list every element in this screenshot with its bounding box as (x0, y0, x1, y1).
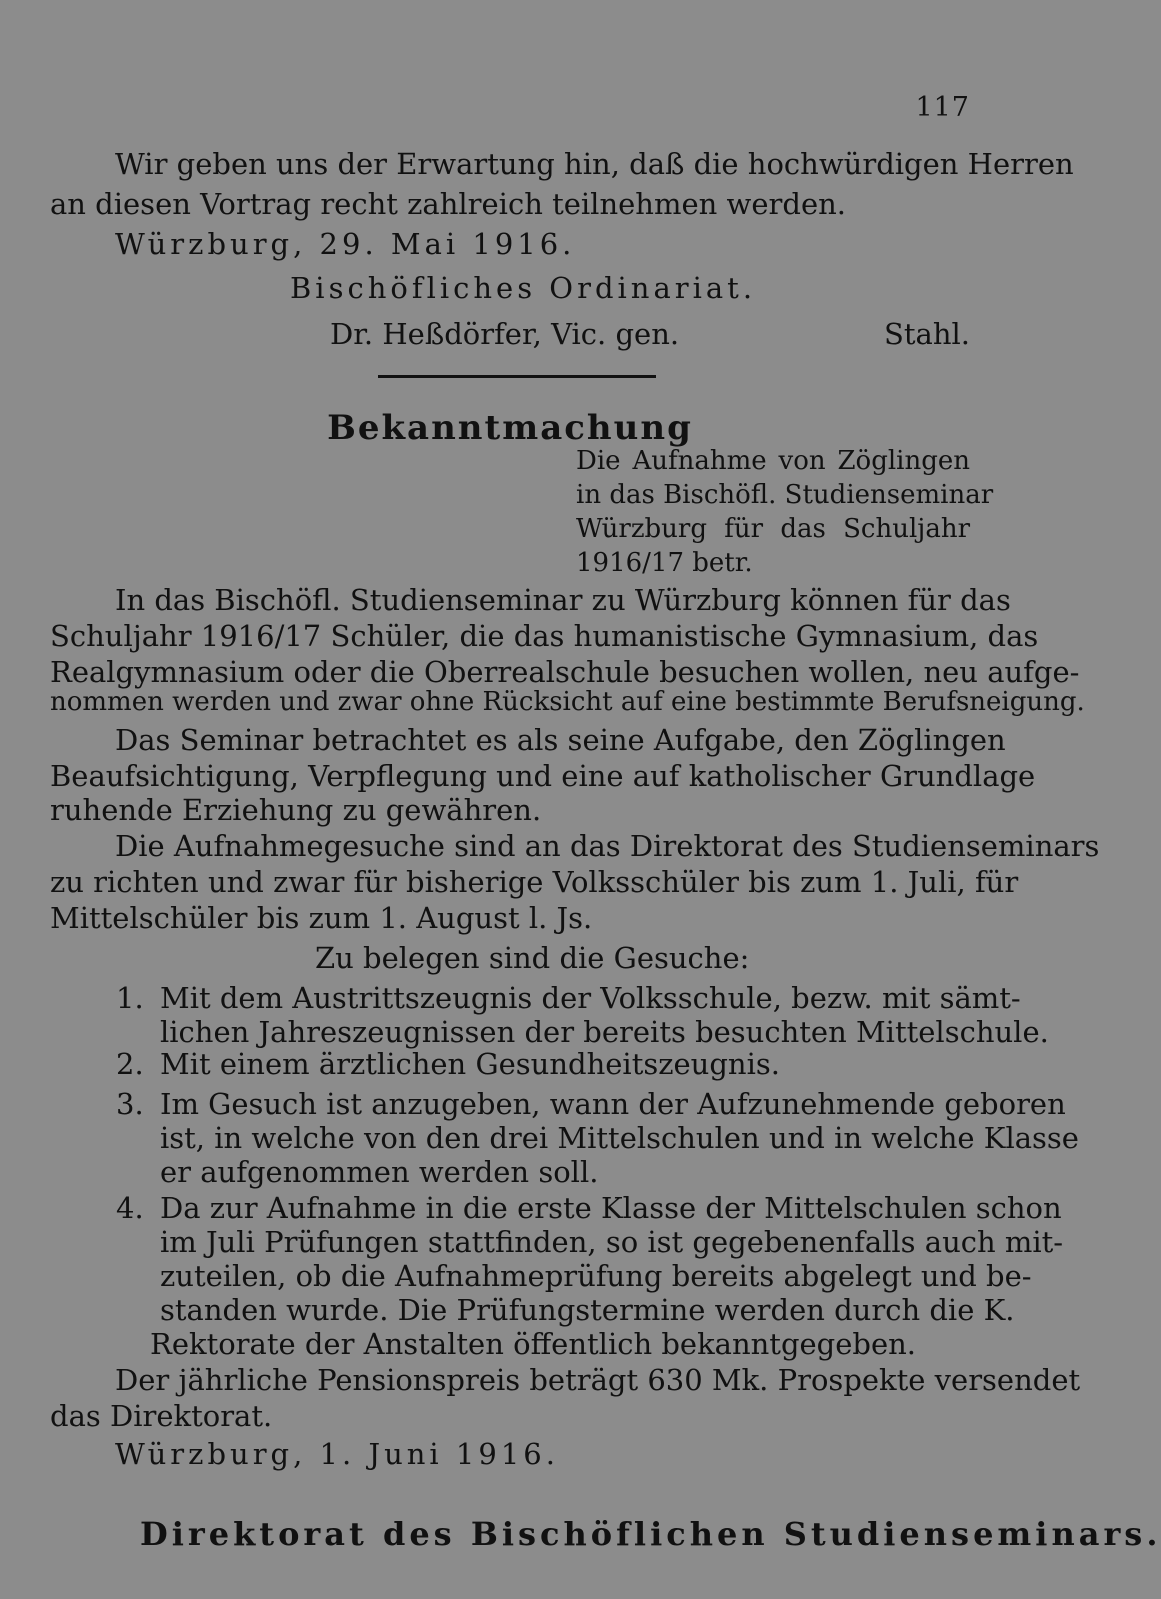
notice-office: Bischöfliches Ordinariat. (290, 271, 757, 305)
announcement-signature: Direktorat des Bischöflichen Studienseminars. (140, 1515, 1161, 1553)
page-number: 117 (915, 92, 970, 123)
para2-line-1: Das Seminar betrachtet es als seine Aufgabe, den Zöglingen (115, 723, 1006, 757)
item-3-line-2: ist, in welche von den drei Mittelschulen und in welche Klasse (160, 1121, 1079, 1155)
para4-line-2: das Direktorat. (50, 1399, 273, 1433)
item-1-line-1: Mit dem Austrittszeugnis der Volksschule, bezw. mit sämt- (160, 981, 1021, 1015)
subject-line-4: 1916/17 betr. (576, 548, 753, 578)
para3-line-3: Mittelschüler bis zum 1. August l. Js. (50, 901, 593, 935)
subject-line-2: in das Bischöfl. Studienseminar (576, 480, 994, 510)
notice-place-date: Würzburg, 29. Mai 1916. (115, 227, 576, 261)
announcement-place-date: Würzburg, 1. Juni 1916. (115, 1437, 559, 1471)
para3-line-2: zu richten und zwar für bisherige Volksschüler bis zum 1. Juli, für (50, 865, 1019, 899)
notice-signatory: Dr. Heßdörfer, Vic. gen. (330, 317, 680, 351)
item-3-line-3: er aufgenommen werden soll. (160, 1155, 599, 1189)
para1-line-1: In das Bischöfl. Studienseminar zu Würzburg können für das (115, 583, 1011, 617)
para3-line-1: Die Aufnahmegesuche sind an das Direktorat des Studienseminars (115, 829, 1100, 863)
item-2-line-1: Mit einem ärztlichen Gesundheitszeugnis. (160, 1047, 780, 1081)
item-1-number: 1. (116, 981, 144, 1015)
list-intro: Zu belegen sind die Gesuche: (315, 941, 750, 975)
document-page (50, 0, 1161, 1599)
subject-line-1: Die Aufnahme von Zöglingen (576, 446, 970, 476)
notice-line-1: Wir geben uns der Erwartung hin, daß die hochwürdigen Herren (115, 147, 1074, 181)
para1-line-4: nommen werden und zwar ohne Rücksicht auf eine bestimmte Berufsneigung. (50, 687, 1085, 717)
item-4-number: 4. (116, 1191, 144, 1225)
item-4-line-1: Da zur Aufnahme in die erste Klasse der Mittelschulen schon (160, 1191, 1062, 1225)
notice-countersign: Stahl. (884, 317, 970, 351)
para4-line-1: Der jährliche Pensionspreis beträgt 630 Mk. Prospekte versendet (115, 1363, 1081, 1397)
item-2-number: 2. (116, 1047, 144, 1081)
item-4-line-4: standen wurde. Die Prüfungstermine werden durch die K. (160, 1293, 1015, 1327)
announcement-heading: Bekanntmachung (327, 408, 693, 448)
subject-line-3: Würzburg für das Schuljahr (576, 514, 970, 544)
item-1-line-2: lichen Jahreszeugnissen der bereits besuchten Mittelschule. (160, 1015, 1049, 1049)
para2-line-3: ruhende Erziehung zu gewähren. (50, 793, 542, 827)
notice-line-2: an diesen Vortrag recht zahlreich teilnehmen werden. (50, 187, 846, 221)
item-4-line-5: Rektorate der Anstalten öffentlich bekanntgegeben. (150, 1327, 917, 1361)
separator-rule (378, 375, 656, 378)
para2-line-2: Beaufsichtigung, Verpflegung und eine auf katholischer Grundlage (50, 759, 1036, 793)
item-4-line-3: zuteilen, ob die Aufnahmeprüfung bereits abgelegt und be- (160, 1259, 1032, 1293)
item-3-number: 3. (116, 1087, 144, 1121)
para1-line-2: Schuljahr 1916/17 Schüler, die das humanistische Gymnasium, das (50, 619, 1039, 653)
item-3-line-1: Im Gesuch ist anzugeben, wann der Aufzunehmende geboren (160, 1087, 1066, 1121)
item-4-line-2: im Juli Prüfungen stattfinden, so ist gegebenenfalls auch mit- (160, 1225, 1064, 1259)
para1-line-3: Realgymnasium oder die Oberrealschule besuchen wollen, neu aufge- (50, 655, 1080, 689)
